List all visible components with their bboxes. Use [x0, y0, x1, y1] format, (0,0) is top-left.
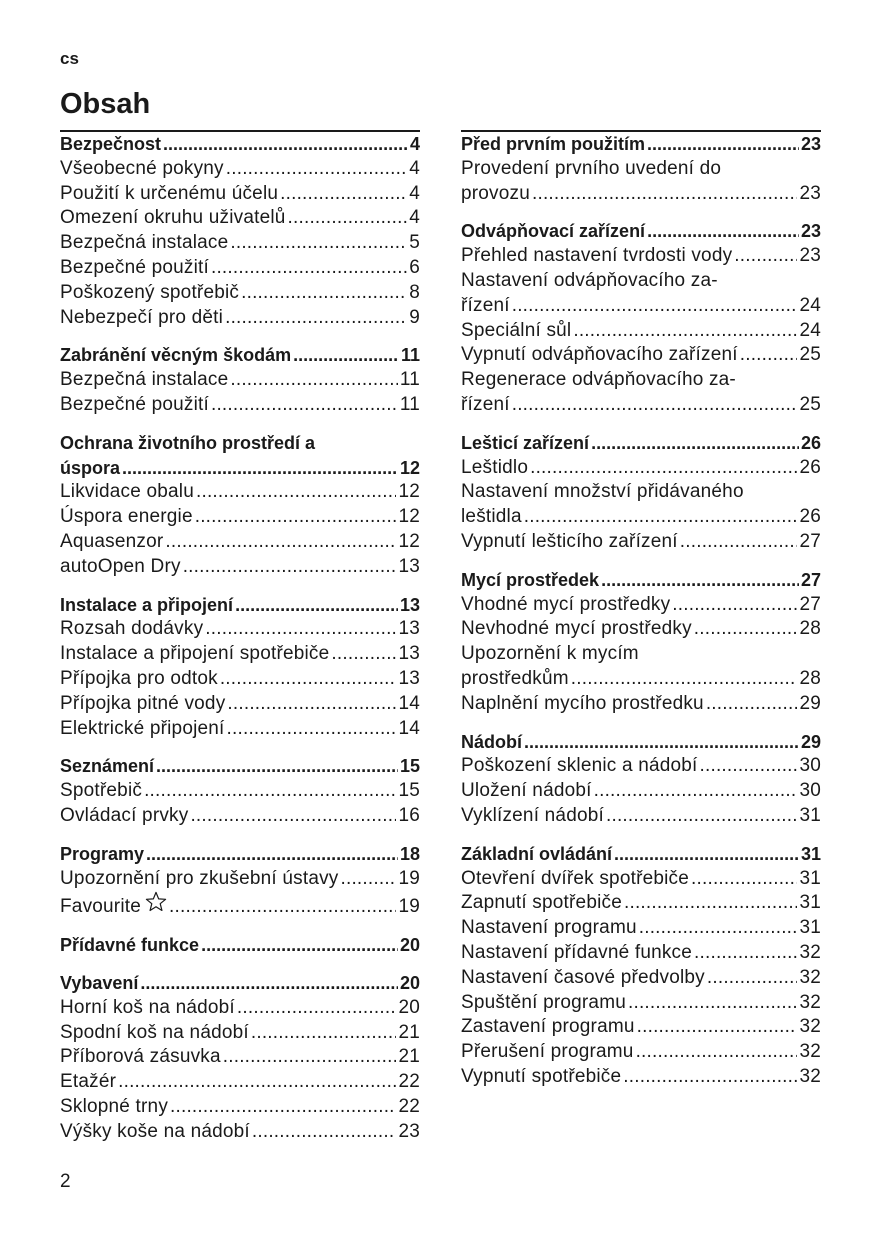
dot-leader [637, 1015, 798, 1040]
toc-entry-page: 11 [399, 393, 420, 415]
toc-entry-title: řízení [461, 294, 510, 316]
toc-entry[interactable] [60, 692, 420, 717]
dot-leader [230, 368, 398, 393]
dot-leader [251, 1021, 397, 1046]
dot-leader [288, 206, 408, 231]
dot-leader [237, 996, 397, 1021]
toc-entry-page: 12 [398, 530, 420, 552]
toc-section [60, 132, 420, 330]
toc-entry-page: 13 [398, 618, 420, 640]
toc-entry-title: Všeobecné pokyny [60, 157, 224, 179]
toc-entry[interactable] [60, 182, 420, 207]
toc-entry-title: Spuštění programu [461, 991, 626, 1013]
dot-leader [165, 530, 396, 555]
toc-entry-title: leštidla [461, 506, 522, 528]
toc-section-heading[interactable] [60, 343, 420, 368]
toc-section-heading-title: Bezpečnost [60, 134, 162, 154]
toc-section [461, 219, 821, 417]
toc-entry-title: Rozsah dodávky [60, 618, 204, 640]
dot-leader [293, 343, 399, 368]
toc-entry-page: 32 [799, 1016, 821, 1038]
toc-entry-title: Naplnění mycího prostředku [461, 692, 704, 714]
toc-entry[interactable] [461, 505, 821, 530]
toc-entry[interactable] [60, 1045, 420, 1070]
toc-section-heading-page: 26 [800, 432, 821, 453]
toc-entry-page: 9 [409, 306, 420, 328]
toc-entry-title: Likvidace obalu [60, 481, 194, 503]
toc-section-heading-page: 23 [800, 221, 821, 242]
dot-leader [227, 717, 397, 742]
toc-entry[interactable] [60, 1021, 420, 1046]
dot-leader [591, 431, 799, 456]
toc-section-heading-page: 20 [399, 972, 420, 993]
toc-entry-title: Nastavení časové předvolby [461, 966, 705, 988]
toc-section-heading[interactable] [461, 842, 821, 867]
toc-section-heading-title: Instalace a připojení [60, 594, 234, 615]
dot-leader [220, 667, 397, 692]
toc-entry-title: Poškození sklenic a nádobí [461, 755, 698, 777]
toc-section [60, 343, 420, 417]
toc-entry-page: 32 [799, 941, 821, 963]
toc-entry-page: 8 [409, 281, 420, 303]
dot-leader [672, 593, 797, 618]
toc-entry-page: 21 [398, 1046, 420, 1068]
toc-entry-line1[interactable]: Nastavení odvápňovacího za- [461, 269, 718, 291]
dot-leader [647, 219, 799, 244]
dot-leader [532, 182, 797, 207]
toc-section [461, 431, 821, 555]
toc-entry-page: 22 [398, 1095, 420, 1117]
toc-section-heading[interactable] [60, 842, 420, 867]
dot-leader [594, 779, 798, 804]
toc-entry[interactable] [461, 991, 821, 1016]
toc-entry[interactable] [60, 306, 420, 331]
toc-entry-page: 30 [799, 755, 821, 777]
toc-entry[interactable] [60, 1095, 420, 1120]
toc-entry-page: 31 [799, 917, 821, 939]
toc-entry[interactable] [60, 1120, 420, 1145]
toc-section [60, 431, 420, 580]
toc-entry-page: 6 [409, 256, 420, 278]
dot-leader [573, 319, 797, 344]
toc-entry[interactable] [60, 617, 420, 642]
toc-entry-page: 4 [409, 182, 420, 204]
toc-entry-title: Ovládací prvky [60, 804, 189, 826]
toc-section-heading[interactable] [461, 132, 821, 157]
toc-entry[interactable] [60, 996, 420, 1021]
toc-section-heading[interactable] [60, 456, 420, 481]
toc-entry[interactable] [461, 1065, 821, 1090]
toc-entry-page: 23 [398, 1120, 420, 1142]
dot-leader [225, 306, 407, 331]
toc-entry[interactable] [461, 754, 821, 779]
toc-entry[interactable] [461, 667, 821, 692]
toc-entry[interactable] [461, 1015, 821, 1040]
toc-entry-page: 23 [799, 182, 821, 204]
toc-entry-page: 28 [799, 667, 821, 689]
toc-entry-page: 32 [799, 1065, 821, 1087]
toc-entry-page: 13 [398, 643, 420, 665]
toc-entry[interactable] [461, 916, 821, 941]
page-title: Obsah [60, 88, 151, 120]
toc-entry-page: 4 [409, 207, 420, 229]
toc-section-heading-title: Seznámení [60, 756, 155, 777]
toc-entry-title: provozu [461, 182, 530, 204]
toc-entry-title: Upozornění pro zkušební ústavy [60, 867, 339, 889]
toc-entry[interactable] [60, 393, 420, 418]
toc-entry-title: Zastavení programu [461, 1016, 635, 1038]
toc-entry-page: 12 [398, 506, 420, 528]
toc-entry-page: 23 [799, 245, 821, 267]
toc-section-heading-page: 18 [399, 843, 420, 864]
toc-entry[interactable] [60, 642, 420, 667]
dot-leader [734, 244, 797, 269]
toc-entry-title: prostředkům [461, 667, 569, 689]
toc-entry-page: 26 [799, 506, 821, 528]
toc-entry-title: Sklopné trny [60, 1095, 169, 1117]
dot-leader [706, 692, 798, 717]
toc-entry-title: Bezpečná instalace [60, 369, 229, 391]
toc-section-heading-page: 15 [399, 756, 420, 777]
toc-entry-page: 19 [398, 896, 420, 918]
dot-leader [623, 1065, 797, 1090]
toc-entry-title: Vypnutí odvápňovacího zařízení [461, 344, 738, 366]
toc-section-heading-title: Přídavné funkce [60, 935, 200, 956]
dot-leader [183, 555, 397, 580]
toc-entry[interactable] [60, 505, 420, 530]
toc-section-heading[interactable] [60, 593, 420, 618]
toc-entry-page: 30 [799, 780, 821, 802]
dot-leader [156, 754, 398, 779]
toc-entry-page: 27 [799, 593, 821, 615]
toc-section [461, 730, 821, 829]
toc-column-right [461, 132, 821, 1103]
dot-leader [601, 568, 799, 593]
toc-entry-page: 24 [799, 319, 821, 341]
toc-section [60, 933, 420, 958]
dot-leader [144, 779, 396, 804]
dot-leader [146, 842, 398, 867]
toc-entry[interactable] [60, 1070, 420, 1095]
toc-section-heading[interactable] [461, 730, 821, 755]
toc-section [60, 842, 420, 920]
dot-leader [122, 456, 398, 481]
toc-entry-title: Vypnutí spotřebiče [461, 1065, 622, 1087]
toc-entry-title: řízení [461, 393, 510, 415]
toc-entry-title: Aquasenzor [60, 530, 164, 552]
toc-entry-line1[interactable]: Regenerace odvápňovacího za- [461, 369, 736, 391]
toc-entry[interactable] [60, 867, 420, 892]
dot-leader [211, 393, 398, 418]
toc-entry-page: 27 [799, 530, 821, 552]
toc-entry-page: 14 [398, 717, 420, 739]
toc-section [461, 842, 821, 1090]
toc-entry-title: Poškozený spotřebič [60, 281, 240, 303]
toc-section [60, 754, 420, 828]
dot-leader [614, 842, 799, 867]
toc-entry-page: 31 [799, 867, 821, 889]
dot-leader [636, 1040, 798, 1065]
toc-entry[interactable] [461, 1040, 821, 1065]
toc-entry-title: autoOpen Dry [60, 555, 181, 577]
toc-entry-page: 13 [398, 667, 420, 689]
language-code: cs [60, 49, 79, 68]
dot-leader [707, 966, 798, 991]
toc-entry-title: Přerušení programu [461, 1041, 634, 1063]
toc-section-heading-title: Před prvním použitím [461, 134, 646, 154]
toc-entry-page: 25 [799, 344, 821, 366]
toc-entry-page: 28 [799, 618, 821, 640]
toc-entry-title: Favourite [60, 896, 142, 918]
dot-leader [169, 895, 396, 920]
toc-entry-page: 24 [799, 294, 821, 316]
dot-leader [647, 132, 799, 157]
dot-leader [201, 933, 398, 958]
dot-leader [227, 692, 396, 717]
toc-entry[interactable] [461, 182, 821, 207]
toc-section-heading-title: Vybavení [60, 972, 139, 993]
dot-leader [606, 804, 797, 829]
toc-column-left [60, 132, 420, 1157]
toc-section-heading[interactable] [60, 132, 420, 157]
toc-section-heading-page: 29 [800, 731, 821, 752]
toc-section-heading[interactable] [60, 754, 420, 779]
toc-entry[interactable] [60, 804, 420, 829]
dot-leader [740, 343, 798, 368]
toc-entry-title: Bezpečné použití [60, 256, 209, 278]
toc-entry[interactable] [461, 530, 821, 555]
star-outline-icon [145, 891, 167, 920]
toc-entry-page: 22 [398, 1071, 420, 1093]
toc-entry-line1[interactable]: Upozornění k mycím [461, 643, 639, 665]
toc-section-heading[interactable] [461, 431, 821, 456]
toc-section-heading[interactable] [461, 219, 821, 244]
toc-section-heading-page: 12 [399, 457, 420, 478]
toc-entry[interactable] [461, 294, 821, 319]
toc-entry-title: Zapnutí spotřebiče [461, 892, 622, 914]
toc-entry-title: Vypnutí lešticího zařízení [461, 530, 678, 552]
dot-leader [628, 991, 797, 1016]
dot-leader [211, 256, 407, 281]
toc-entry-title: Leštidlo [461, 456, 529, 478]
dot-leader [571, 667, 798, 692]
toc-entry-page: 25 [799, 393, 821, 415]
toc-entry[interactable] [461, 692, 821, 717]
dot-leader [694, 941, 797, 966]
toc-entry-line1[interactable]: Provedení prvního uvedení do [461, 157, 722, 179]
toc-section-heading-page: 11 [400, 345, 420, 366]
dot-leader [170, 1095, 396, 1120]
toc-entry-title: Otevření dvířek spotřebiče [461, 867, 690, 889]
toc-entry-title: Úspora energie [60, 506, 193, 528]
toc-entry[interactable] [60, 717, 420, 742]
dot-leader [639, 916, 798, 941]
toc-entry-page: 26 [799, 456, 821, 478]
toc-entry-title: Uložení nádobí [461, 780, 592, 802]
dot-leader [252, 1120, 397, 1145]
toc-entry-title: Spodní koš na nádobí [60, 1021, 249, 1043]
toc-entry-page: 12 [398, 481, 420, 503]
toc-entry-page: 20 [398, 996, 420, 1018]
toc-entry[interactable] [461, 891, 821, 916]
toc-entry[interactable] [461, 343, 821, 368]
toc-section-heading-page: 13 [399, 594, 420, 615]
dot-leader [624, 891, 797, 916]
dot-leader [524, 730, 799, 755]
dot-leader [226, 157, 407, 182]
toc-entry-title: Přípojka pro odtok [60, 667, 218, 689]
toc-section [461, 568, 821, 717]
dot-leader [190, 804, 396, 829]
toc-section-heading-title: Mycí prostředek [461, 569, 600, 590]
dot-leader [691, 867, 797, 892]
dot-leader [241, 281, 407, 306]
toc-entry[interactable] [60, 480, 420, 505]
toc-entry[interactable] [461, 966, 821, 991]
toc-entry-page: 15 [398, 780, 420, 802]
toc-section [461, 132, 821, 206]
dot-leader [196, 480, 396, 505]
toc-section-heading-title: Základní ovládání [461, 843, 613, 864]
toc-section-heading-page: 4 [409, 134, 420, 154]
dot-leader [140, 971, 398, 996]
toc-section-heading-title: Zabránění věcným škodám [60, 345, 292, 366]
toc-entry-title: Bezpečné použití [60, 393, 209, 415]
dot-leader [205, 617, 396, 642]
toc-entry[interactable] [461, 319, 821, 344]
toc-entry-title: Horní koš na nádobí [60, 996, 235, 1018]
toc-entry-page: 13 [398, 555, 420, 577]
toc-entry-title: Nebezpečí pro děti [60, 306, 224, 328]
toc-section-heading[interactable] [461, 568, 821, 593]
toc-entry-page: 14 [398, 692, 420, 714]
toc-entry-page: 19 [398, 867, 420, 889]
toc-entry-page: 16 [398, 804, 420, 826]
toc-entry-page: 32 [799, 1041, 821, 1063]
toc-entry-title: Nastavení přídavné funkce [461, 941, 693, 963]
toc-entry-title: Instalace a připojení spotřebiče [60, 643, 330, 665]
toc-entry-page: 32 [799, 991, 821, 1013]
dot-leader [235, 593, 398, 618]
toc-section-heading-title: Programy [60, 843, 145, 864]
toc-entry-page: 4 [409, 157, 420, 179]
toc-entry-title: Bezpečná instalace [60, 232, 229, 254]
toc-section-heading-line1[interactable]: Ochrana životního prostředí a [60, 432, 316, 453]
toc-entry-title: Použití k určenému účelu [60, 182, 279, 204]
toc-entry-title: Vyklízení nádobí [461, 804, 604, 826]
toc-section-heading-page: 20 [399, 935, 420, 956]
toc-entry[interactable] [60, 368, 420, 393]
toc-entry[interactable] [60, 779, 420, 804]
toc-entry[interactable] [60, 256, 420, 281]
toc-section-heading-page: 31 [800, 843, 821, 864]
toc-entry-page: 11 [399, 369, 420, 391]
toc-entry-title: Elektrické připojení [60, 717, 225, 739]
toc-entry-title: Přípojka pitné vody [60, 692, 226, 714]
dot-leader [163, 132, 408, 157]
dot-leader [230, 231, 407, 256]
toc-entry-title: Speciální sůl [461, 319, 572, 341]
toc-entry[interactable] [60, 530, 420, 555]
toc-section [60, 593, 420, 742]
toc-section-heading-title: Nádobí [461, 731, 522, 752]
dot-leader [223, 1045, 397, 1070]
dot-leader [341, 867, 397, 892]
toc-entry-title: Etažér [60, 1071, 117, 1093]
toc-entry-page: 29 [799, 692, 821, 714]
toc-entry[interactable] [461, 456, 821, 481]
dot-leader [512, 393, 798, 418]
toc-entry-page: 5 [409, 232, 420, 254]
dot-leader [512, 294, 798, 319]
toc-section-heading-title: Lešticí zařízení [461, 432, 590, 453]
toc-entry[interactable] [60, 157, 420, 182]
toc-entry[interactable] [461, 779, 821, 804]
toc-entry[interactable] [60, 667, 420, 692]
toc-entry[interactable] [60, 281, 420, 306]
page-number: 2 [60, 1171, 71, 1192]
toc-entry-page: 32 [799, 966, 821, 988]
dot-leader [331, 642, 396, 667]
toc-section-heading-page: 27 [800, 569, 821, 590]
toc-entry[interactable] [461, 804, 821, 829]
dot-leader [530, 456, 797, 481]
toc-entry-title: Spotřebič [60, 780, 143, 802]
dot-leader [280, 182, 407, 207]
toc-entry-title: Nastavení programu [461, 917, 637, 939]
toc-entry-title: Vhodné mycí prostředky [461, 593, 671, 615]
dot-leader [694, 617, 798, 642]
toc-entry[interactable] [461, 393, 821, 418]
toc-entry-line1[interactable]: Nastavení množství přidávaného [461, 481, 744, 503]
dot-leader [118, 1070, 396, 1095]
toc-section-heading[interactable] [60, 933, 420, 958]
toc-entry[interactable] [60, 891, 420, 920]
toc-section-heading-page: 23 [800, 134, 821, 154]
toc-entry[interactable] [461, 867, 821, 892]
toc-entry[interactable] [461, 593, 821, 618]
dot-leader [680, 530, 798, 555]
toc-entry[interactable] [461, 244, 821, 269]
toc-entry[interactable] [461, 941, 821, 966]
toc-entry[interactable] [60, 231, 420, 256]
toc-entry-page: 31 [799, 892, 821, 914]
toc-section-heading-title: úspora [60, 457, 121, 478]
toc-entry[interactable] [60, 555, 420, 580]
toc-entry-title: Příborová zásuvka [60, 1046, 221, 1068]
toc-section-heading[interactable] [60, 971, 420, 996]
toc-entry-title: Výšky koše na nádobí [60, 1120, 250, 1142]
toc-entry[interactable] [461, 617, 821, 642]
toc-section [60, 971, 420, 1145]
toc-entry-page: 31 [799, 804, 821, 826]
toc-entry-title: Omezení okruhu uživatelů [60, 207, 286, 229]
dot-leader [700, 754, 798, 779]
dot-leader [195, 505, 397, 530]
toc-entry-title: Nevhodné mycí prostředky [461, 618, 692, 640]
toc-entry[interactable] [60, 206, 420, 231]
toc-section-heading-title: Odvápňovací zařízení [461, 221, 646, 242]
dot-leader [524, 505, 798, 530]
toc-entry-title: Přehled nastavení tvrdosti vody [461, 245, 733, 267]
toc-entry-page: 21 [398, 1021, 420, 1043]
